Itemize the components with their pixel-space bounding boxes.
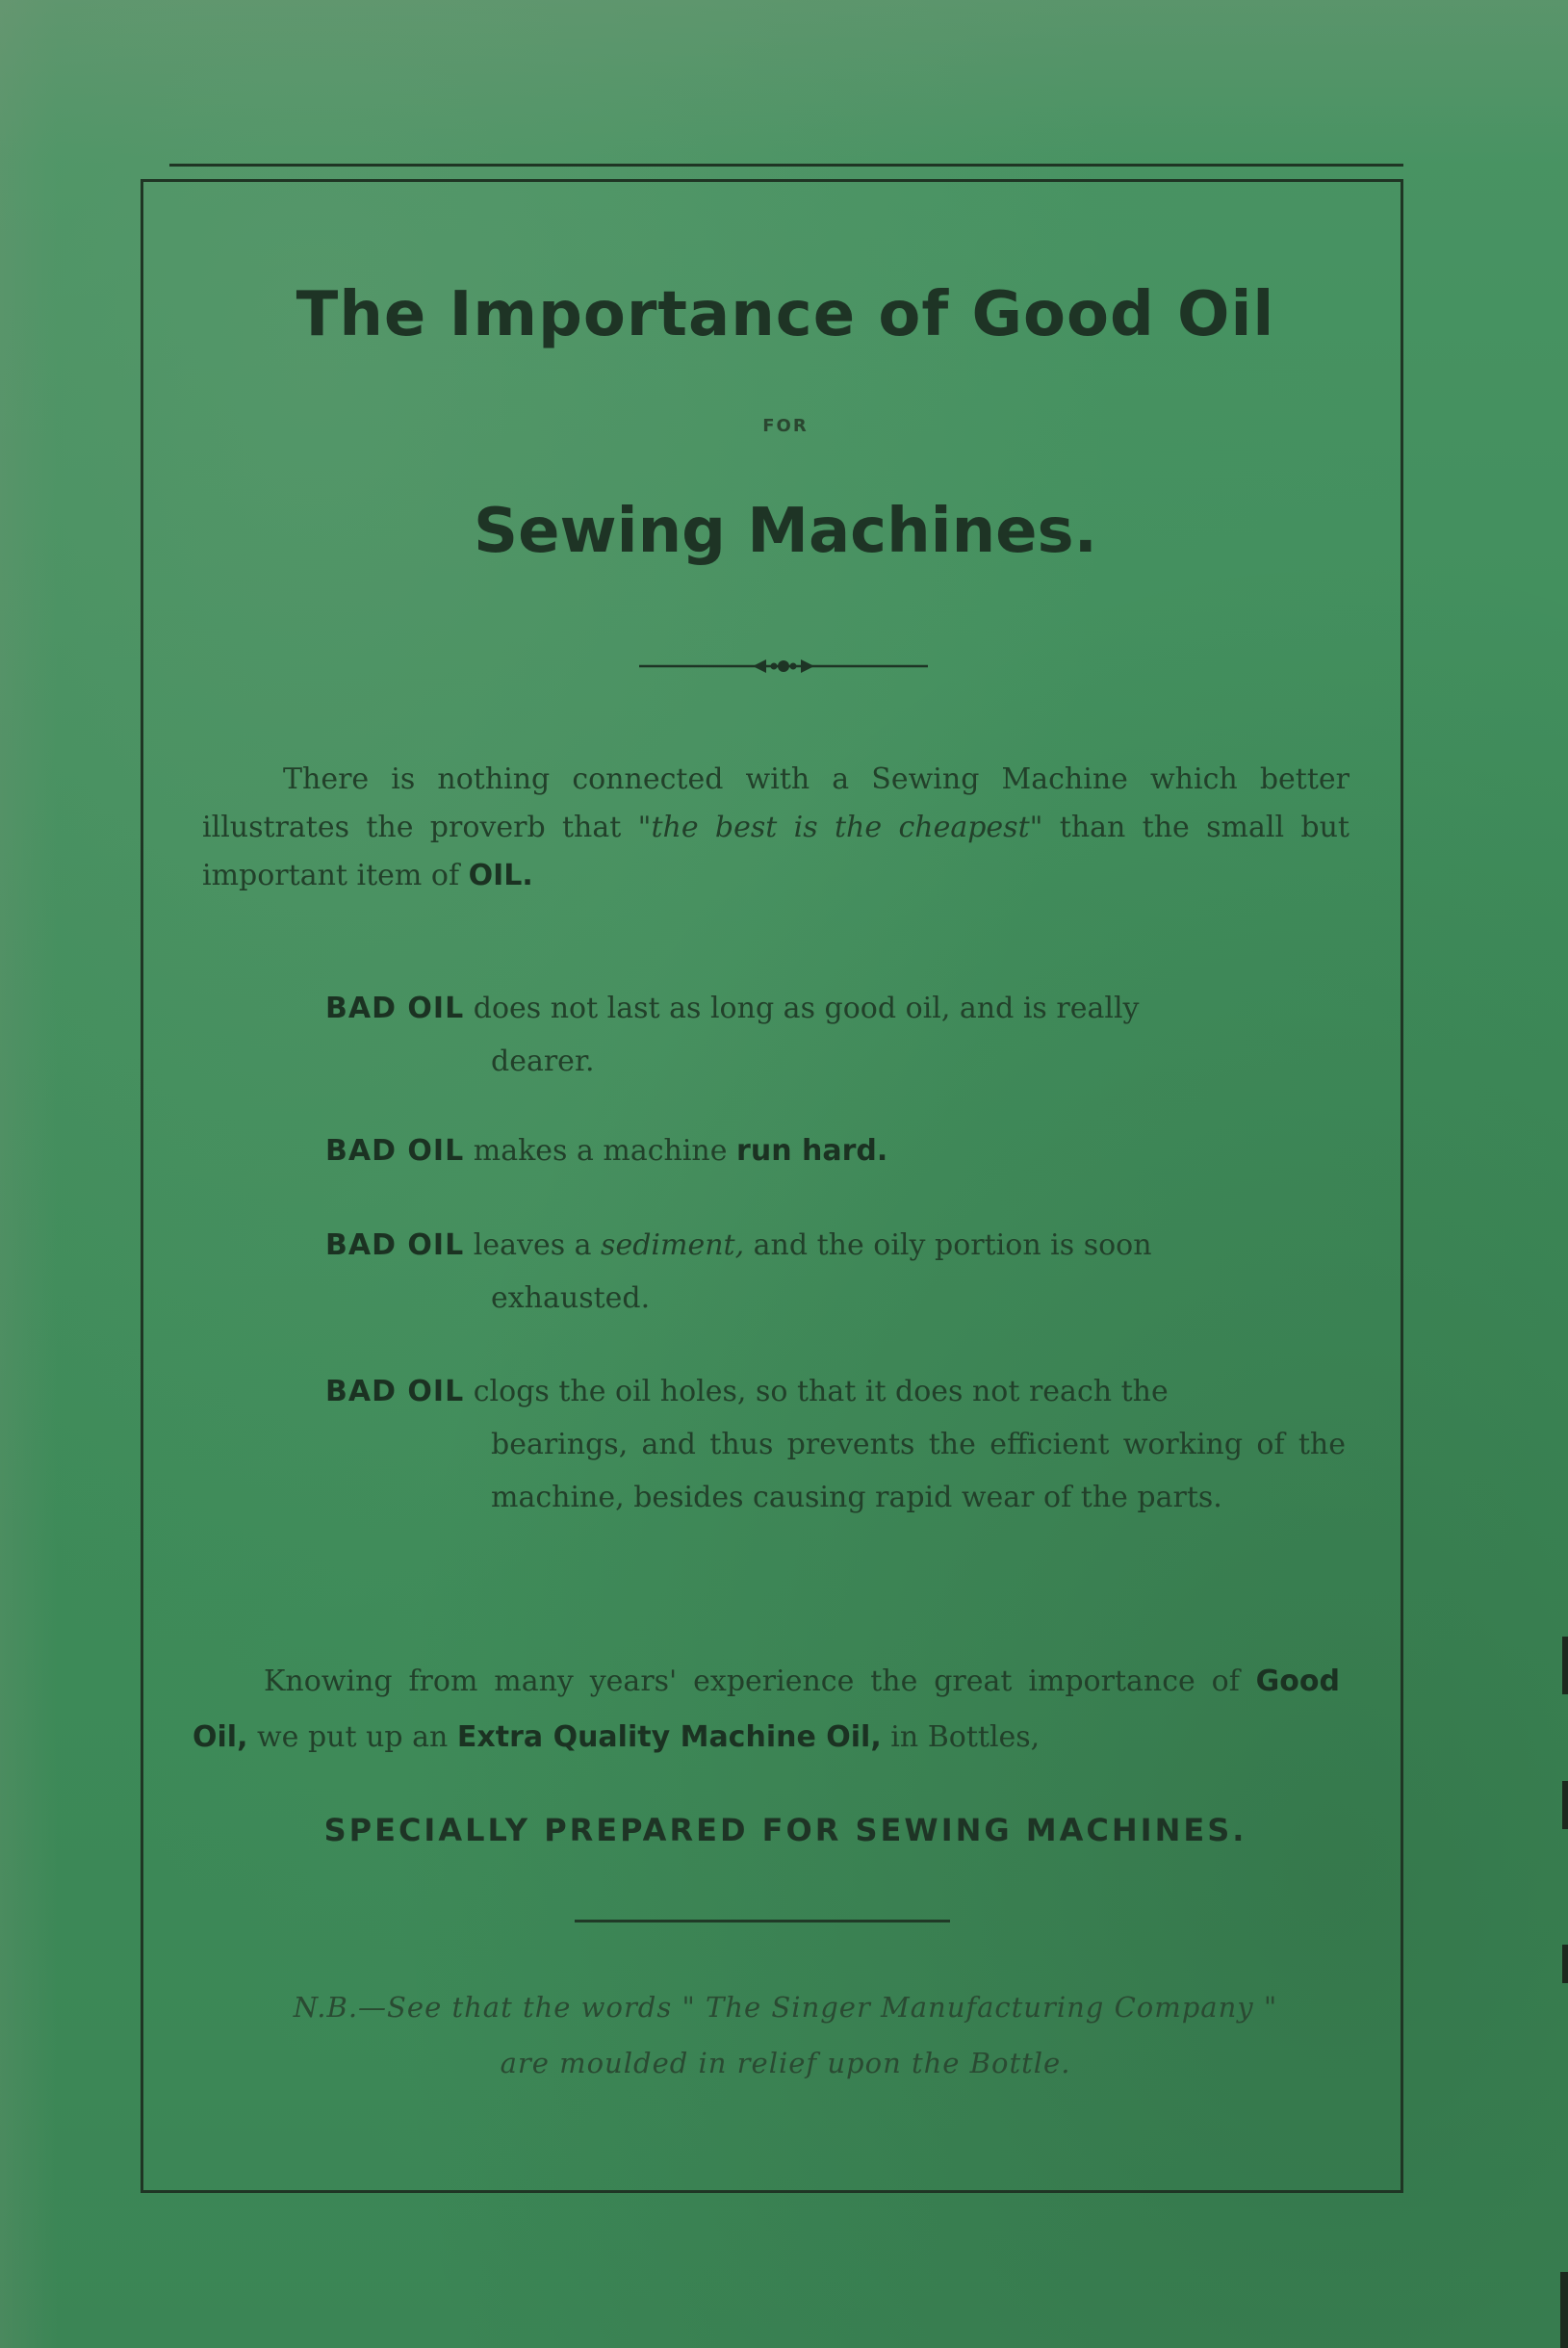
bad-oil-emphasis: run hard. [736,1134,888,1168]
paper-top-shade [0,0,1568,164]
page-title: The Importance of Good Oil [296,279,1275,350]
knowing-good-oil: Good Oil, [193,1664,1340,1754]
knowing-extra-quality: Extra Quality Machine Oil, [456,1720,882,1754]
bad-oil-item-2 [325,1124,1346,1177]
bad-oil-text: clogs the oil holes, so that it does not reach the [464,1375,1169,1408]
frame-top-rule [169,164,1403,167]
bad-oil-text: does not last as long as good oil, and is really [464,992,1140,1025]
for-word: FOR [762,416,809,436]
edge-tear-mark [1560,2272,1568,2348]
edge-tear-mark [1562,1945,1568,1983]
edge-tear-mark [1562,1781,1568,1829]
bad-oil-text-cont: dearer. [491,1045,595,1078]
knowing-paragraph [193,1654,1340,1766]
intro-text-1: There is nothing connected with a Sewing Machine which better illustrates the proverb that " [202,762,1350,844]
bad-oil-text: makes a machine [464,1134,737,1168]
bad-oil-text: leaves a [464,1228,602,1262]
edge-tear-mark [1562,1637,1568,1694]
ornament-divider [639,657,928,676]
bad-oil-label: BAD OIL [325,992,465,1025]
intro-proverb: the best is the cheapest [651,811,1030,844]
knowing-text-1: Knowing from many years' experience the great importance of [264,1664,1256,1698]
nb-note-line-1: N.B.—See that the words " The Singer Manufacturing Company " [293,1991,1278,2024]
nb-note-line-2: are moulded in relief upon the Bottle. [500,2047,1071,2079]
bad-oil-text-mid: and the oily portion is soon [744,1228,1152,1262]
intro-oil-word: OIL. [468,859,533,892]
knowing-text-3: in Bottles, [881,1720,1041,1754]
bad-oil-item-1 [325,982,1346,1088]
bad-oil-label: BAD OIL [325,1375,465,1408]
knowing-text-2: we put up an [247,1720,457,1754]
bad-oil-item-4 [325,1365,1346,1524]
bad-oil-label: BAD OIL [325,1228,465,1262]
bad-oil-text-cont: exhausted. [491,1281,651,1315]
intro-paragraph [202,756,1350,900]
horizontal-rule [575,1920,950,1922]
specially-prepared-heading: SPECIALLY PREPARED FOR SEWING MACHINES. [323,1812,1247,1848]
bad-oil-item-3 [325,1219,1346,1325]
intro-text-2: " than the small but important item of [202,811,1350,892]
page-subtitle: Sewing Machines. [474,496,1097,567]
bad-oil-italic: sediment, [601,1228,745,1262]
bad-oil-label: BAD OIL [325,1134,465,1168]
bad-oil-text-cont: bearings, and thus prevents the efficient working of the machine, besides causing rapid wear of the parts. [491,1428,1346,1514]
page-border-frame [141,179,1403,2193]
paper-left-shade [0,0,58,2348]
